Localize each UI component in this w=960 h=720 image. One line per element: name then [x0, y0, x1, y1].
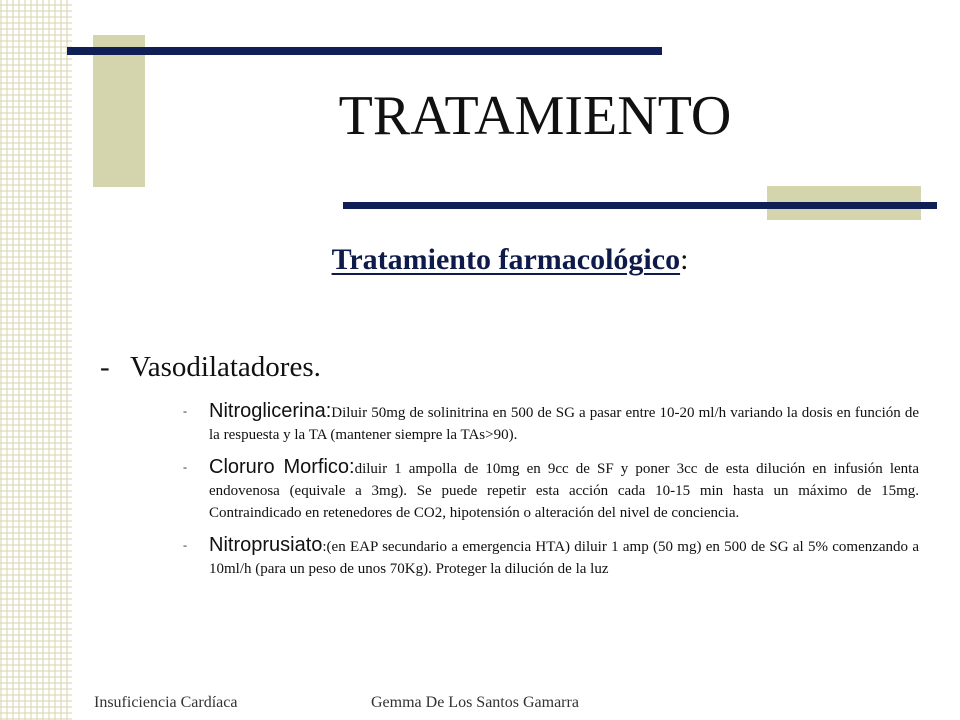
item-body — [209, 534, 919, 580]
bullet-dash: - — [183, 404, 187, 418]
drug-description: :(en EAP secundario a emergencia HTA) diluir 1 amp (50 mg) en 500 de SG al 5% comenzando a 10ml/h (para un peso de unos 70Kg). Proteger la dilución de la luz — [209, 539, 919, 577]
subtitle-link[interactable]: Tratamiento farmacológico — [331, 243, 681, 276]
decorative-bar-bottom — [343, 202, 937, 209]
list-heading-vasodilatadores — [100, 352, 321, 384]
slide-subtitle — [100, 242, 920, 278]
list-heading-text: Vasodilatadores. — [130, 351, 321, 383]
item-body — [209, 400, 919, 446]
bullet-dash: - — [183, 460, 187, 474]
footer-left-text: Insuficiencia Cardíaca — [94, 694, 238, 711]
drug-description: diluir 1 ampolla de 10mg en 9cc de SF y poner 3cc de esta dilución en infusión lenta endovenosa (equivale a 3mg). Se puede repetir esta acción cada 10-15 min hasta un máximo de 15mg. Contraindicado en retenedores de CO2, hipotensión o alteración del nivel de conciencia. — [209, 461, 919, 521]
bullet-dash: - — [183, 538, 187, 552]
subtitle-colon: : — [680, 243, 689, 276]
drug-name: Cloruro Morfico: — [209, 456, 355, 478]
list-item — [183, 456, 919, 524]
item-body — [209, 456, 919, 524]
decorative-bar-top — [67, 47, 662, 55]
drug-list — [183, 400, 919, 590]
drug-name: Nitroglicerina: — [209, 400, 332, 422]
list-item — [183, 400, 919, 446]
drug-name: Nitroprusiato — [209, 534, 323, 556]
footer-right-text: Gemma De Los Santos Gamarra — [371, 694, 579, 711]
side-pattern-decoration — [0, 0, 72, 720]
list-dash: - — [100, 351, 110, 383]
slide-title: TRATAMIENTO — [338, 85, 732, 147]
decorative-block-left — [93, 35, 145, 187]
drug-description: Diluir 50mg de solinitrina en 500 de SG a pasar entre 10-20 ml/h variando la dosis en función de la respuesta y la TA (mantener siempre la TAs>90). — [209, 405, 919, 443]
list-item — [183, 534, 919, 580]
